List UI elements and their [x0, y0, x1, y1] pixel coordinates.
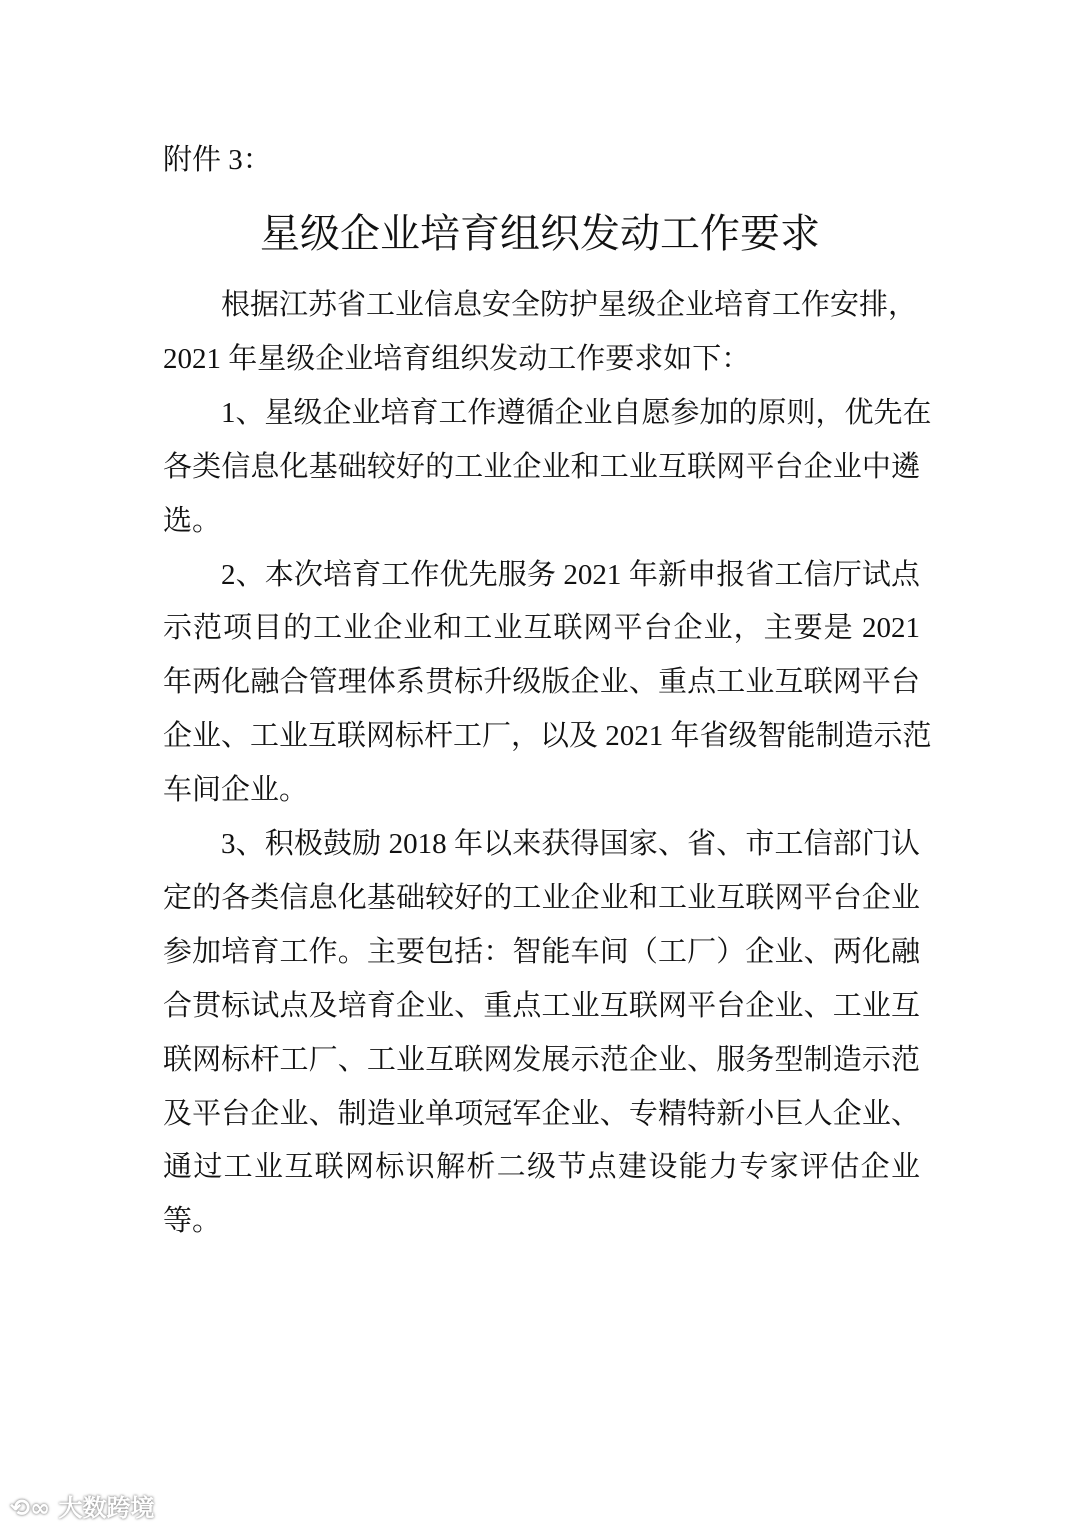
text-line: 及平台企业、制造业单项冠军企业、专精特新小巨人企业、 [163, 1097, 920, 1130]
document-title: 星级企业培育组织发动工作要求 [260, 212, 820, 256]
text-line: 2、本次培育工作优先服务 2021 年新申报省工信厅试点 [221, 558, 920, 591]
text-line: 选。 [163, 504, 222, 537]
text-line: 2021 年星级企业培育组织发动工作要求如下： [163, 342, 751, 375]
text-line: 1、星级企业培育工作遵循企业自愿参加的原则，优先在 [221, 396, 932, 429]
attachment-label: 附件 3： [163, 144, 272, 176]
text-line: 企业、工业互联网标杆工厂，以及 2021 年省级智能制造示范 [163, 720, 932, 753]
text-line: 年两化融合管理体系贯标升级版企业、重点工业互联网平台 [163, 666, 920, 699]
text-line: 车间企业。 [163, 774, 309, 807]
text-line: 3、积极鼓励 2018 年以来获得国家、省、市工信部门认 [221, 828, 920, 860]
text-line: 示范项目的工业企业和工业互联网平台企业，主要是 2021 [163, 612, 920, 645]
text-line: 定的各类信息化基础较好的工业企业和工业互联网平台企业 [163, 881, 920, 914]
text-line: 等。 [163, 1205, 222, 1238]
text-line: 根据江苏省工业信息安全防护星级企业培育工作安排， [221, 289, 918, 321]
text-line: 参加培育工作。主要包括：智能车间（工厂）企业、两化融 [163, 935, 920, 968]
text-line: 各类信息化基础较好的工业企业和工业互联网平台企业中遴 [163, 450, 920, 483]
watermark-logo: ⟲∞ 大数跨境 [10, 1494, 155, 1522]
text-line: 合贯标试点及培育企业、重点工业互联网平台企业、工业互 [163, 989, 920, 1022]
text-line: 通过工业互联网标识解析二级节点建设能力专家评估企业 [163, 1151, 920, 1184]
text-line: 联网标杆工厂、工业互联网发展示范企业、服务型制造示范 [163, 1043, 920, 1076]
